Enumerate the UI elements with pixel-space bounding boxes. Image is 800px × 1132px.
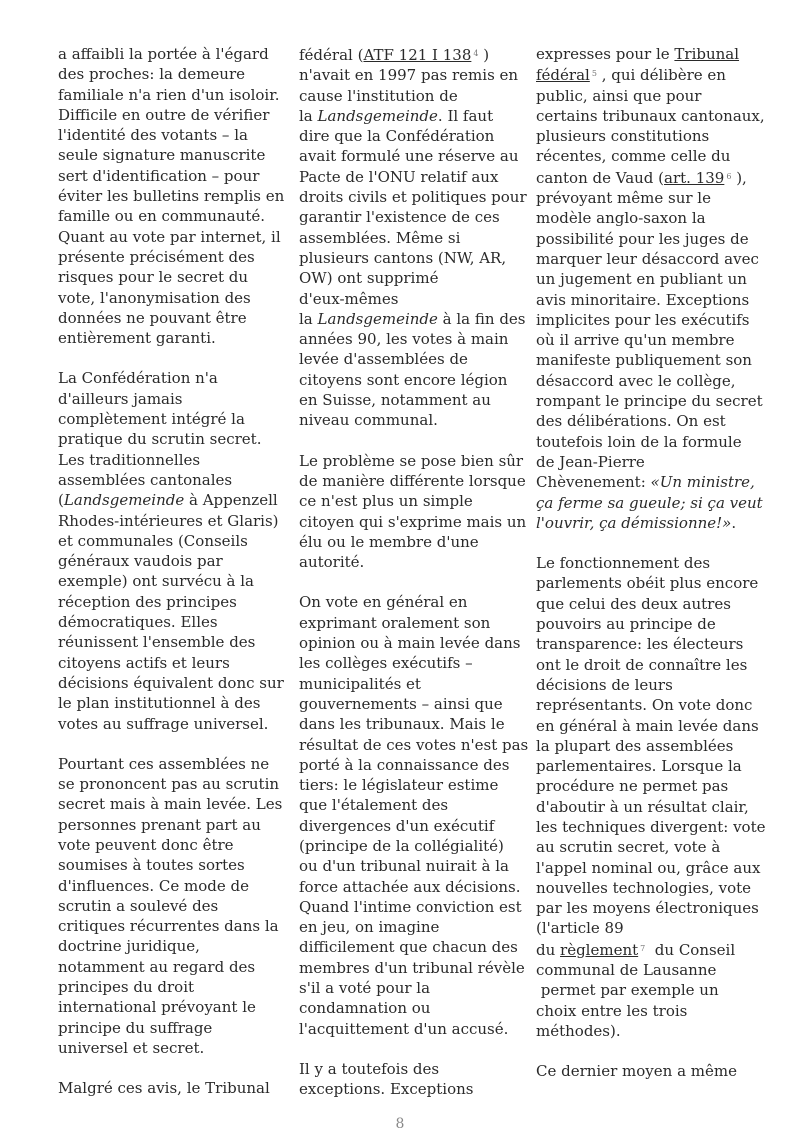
- text-line: membres d'un tribunal révèle: [299, 958, 525, 977]
- text-line: l'acquittement d'un accusé.: [299, 1019, 509, 1038]
- text-line: autorité.: [299, 553, 365, 572]
- text-line: que celui des deux autres: [536, 594, 731, 613]
- quote: «Un ministre,: [650, 473, 755, 492]
- text-line: public, ainsi que pour: [536, 86, 702, 105]
- text-line: le plan institutionnel à des: [58, 694, 261, 713]
- text-line: doctrine juridique,: [58, 937, 200, 956]
- paragraph: [58, 368, 284, 733]
- text-line: en général à main levée dans: [536, 716, 759, 735]
- paragraph: [536, 44, 765, 533]
- text-line: [536, 493, 763, 513]
- text-line: avis minoritaire. Exceptions: [536, 290, 750, 309]
- text-line: la Landsgemeinde. Il faut: [299, 106, 494, 125]
- text-line: des délibérations. On est: [536, 412, 726, 431]
- quote: l'ouvrir, ça démissionne!»: [536, 513, 732, 532]
- text-line: des proches: la demeure: [58, 65, 246, 84]
- text-line: vote peuvent donc être: [58, 835, 234, 854]
- text-line: canton de Vaud (art. 139 $^6$ ),: [536, 168, 747, 187]
- text-line: marquer leur désaccord avec: [536, 249, 759, 268]
- text-line: se prononcent pas au scrutin: [58, 775, 280, 794]
- footnote-marker: 7: [640, 943, 646, 953]
- text-line: Le fonctionnement des: [536, 554, 711, 573]
- text-line: levée d'assemblées de: [299, 350, 468, 369]
- text-line: procédure ne permet pas: [536, 777, 729, 796]
- text-line: réunissent l'ensemble des: [58, 633, 256, 652]
- text-line: citoyens actifs et leurs: [58, 653, 230, 672]
- paragraph: [299, 451, 527, 573]
- text-line: porté à la connaissance des: [299, 755, 510, 774]
- text-line: manifeste publiquement son: [536, 351, 752, 370]
- text-line: risques pour le secret du: [58, 268, 249, 287]
- text-line: choix entre les trois: [536, 1001, 688, 1020]
- text-line: implicites pour les exécutifs: [536, 310, 750, 329]
- text-line: gouvernements – ainsi que: [299, 694, 503, 713]
- text-line: toutefois loin de la formule: [536, 432, 742, 451]
- text-line: la Landsgemeinde à la fin des: [299, 309, 526, 328]
- paragraph: [299, 1059, 513, 1100]
- tribunal-federal-link[interactable]: fédéral: [536, 66, 590, 85]
- text-line: méthodes).: [536, 1021, 621, 1040]
- reglement-link[interactable]: règlement: [560, 940, 639, 959]
- text-line: pouvoirs au principe de: [536, 615, 716, 634]
- text-line: divergences d'un exécutif: [299, 816, 495, 835]
- text-line: vote, l'anonymisation des: [58, 288, 251, 307]
- text-line: a affaibli la portée à l'égard: [58, 45, 269, 63]
- text-line: garantir l'existence de ces: [299, 208, 500, 227]
- text-line: d'ailleurs jamais: [58, 389, 183, 408]
- footnote-marker: 5: [591, 69, 597, 79]
- text-line: élu ou le membre d'une: [299, 532, 479, 551]
- text-line: exprimant oralement son: [299, 613, 491, 632]
- landsgemeinde-term: Landsgemeinde: [63, 491, 185, 510]
- text-line: Rhodes-intérieures et Glaris): [58, 511, 279, 530]
- text-line: par les moyens électroniques: [536, 899, 759, 918]
- text-line: expresses pour le Tribunal: [536, 45, 740, 63]
- text-line: éviter les bulletins remplis en: [58, 187, 285, 206]
- paragraph: [299, 592, 529, 1039]
- text-line: universel et secret.: [58, 1038, 205, 1057]
- text-line: Ce dernier moyen a même: [536, 1062, 737, 1081]
- landsgemeinde-term: Landsgemeinde: [317, 309, 438, 328]
- text-line: soumises à toutes sortes: [58, 856, 245, 875]
- text-line: décisions de leurs: [536, 675, 673, 694]
- text-line: Difficile en outre de vérifier: [58, 105, 270, 124]
- text-line: modèle anglo-saxon la: [536, 209, 706, 228]
- text-line: en jeu, on imagine: [299, 918, 440, 937]
- text-line: de Jean-Pierre: [536, 452, 645, 471]
- text-line: ou d'un tribunal nuirait à la: [299, 857, 509, 876]
- text-line: opinion ou à main levée dans: [299, 634, 521, 653]
- text-line: dans les tribunaux. Mais le: [299, 715, 505, 734]
- quote: ça ferme sa gueule; si ça veut: [536, 493, 763, 512]
- text-line: Chèvenement: «Un ministre,: [536, 473, 755, 492]
- text-line: ce n'est plus un simple: [299, 492, 473, 511]
- text-line: transparence: les électeurs: [536, 635, 744, 654]
- text-line: Il y a toutefois des: [299, 1059, 440, 1078]
- text-line: données ne pouvant être: [58, 308, 247, 327]
- text-line: cause l'institution de: [299, 86, 458, 105]
- column-3: [536, 44, 766, 1102]
- paragraph: [536, 1061, 750, 1081]
- text-line: Pourtant ces assemblées ne: [58, 754, 270, 773]
- text-line: citoyen qui s'exprime mais un: [299, 512, 527, 531]
- text-line: désaccord avec le collège,: [536, 371, 736, 390]
- text-line: un jugement en publiant un: [536, 270, 747, 289]
- footnote-marker: 4: [473, 49, 479, 58]
- paragraph: [58, 1078, 272, 1098]
- paragraph: [58, 754, 283, 1058]
- text-line: tiers: le législateur estime: [299, 776, 499, 795]
- text-line: (Landsgemeinde à Appenzell: [58, 491, 278, 510]
- text-line: possibilité pour les juges de: [536, 229, 749, 248]
- text-line: prévoyant même sur le: [536, 189, 711, 208]
- text-line: international prévoyant le: [58, 998, 256, 1017]
- text-line: sert d'identification – pour: [58, 166, 260, 185]
- text-line: démocratiques. Elles: [58, 613, 218, 632]
- text-line: la plupart des assemblées: [536, 736, 734, 755]
- text-line: pratique du scrutin secret.: [58, 430, 262, 449]
- text-line: Les traditionnelles: [58, 450, 201, 469]
- text-line: représentants. On vote donc: [536, 696, 753, 715]
- text-line: personnes prenant part au: [58, 815, 261, 834]
- paragraph: [58, 44, 285, 348]
- atf-link[interactable]: ATF 121 I 138: [363, 46, 472, 64]
- text-line: l'ouvrir, ça démissionne!».: [536, 513, 737, 532]
- text-line: assemblées cantonales: [58, 470, 233, 489]
- text-line: parlementaires. Lorsque la: [536, 757, 742, 776]
- text-line: l'identité des votants – la: [58, 126, 248, 145]
- text-line: résultat de ces votes n'est pas: [299, 735, 529, 754]
- text-line: citoyens sont encore légion: [299, 370, 508, 389]
- page-number: 8: [395, 1116, 405, 1132]
- text-line: niveau communal.: [299, 411, 438, 430]
- text-line: dire que la Confédération: [299, 127, 495, 146]
- text-line: Pacte de l'ONU relatif aux: [299, 167, 499, 186]
- text-line: où il arrive qu'un membre: [536, 331, 735, 350]
- text-line: récentes, comme celle du: [536, 147, 731, 166]
- tribunal-federal-link[interactable]: Tribunal: [674, 45, 740, 63]
- text-line: décisions équivalent donc sur: [58, 673, 284, 692]
- text-line: (principe de la collégialité): [299, 836, 504, 855]
- text-line: (l'article 89: [536, 919, 624, 938]
- text-line: nouvelles technologies, vote: [536, 878, 752, 897]
- text-line: seule signature manuscrite: [58, 146, 266, 165]
- text-line: du règlement $^7$ du Conseil: [536, 940, 736, 959]
- text-line: assemblées. Même si: [299, 228, 461, 247]
- column-1: [58, 44, 285, 1119]
- text-line: notamment au regard des: [58, 957, 256, 976]
- text-line: présente précisément des: [58, 247, 255, 266]
- text-line: droits civils et politiques pour: [299, 188, 527, 207]
- paragraph: [299, 44, 527, 431]
- text-line: plusieurs constitutions: [536, 127, 710, 146]
- text-line: Malgré ces avis, le Tribunal: [58, 1079, 270, 1098]
- text-line: certains tribunaux cantonaux,: [536, 106, 765, 125]
- text-line: au scrutin secret, vote à: [536, 838, 721, 857]
- text-line: La Confédération n'a: [58, 369, 218, 388]
- text-line: en Suisse, notamment au: [299, 391, 491, 410]
- text-line: généraux vaudois par: [58, 552, 223, 571]
- text-line: famille ou en communauté.: [58, 207, 265, 226]
- text-line: scrutin a soulevé des: [58, 896, 219, 915]
- text-line: les collèges exécutifs –: [299, 654, 473, 673]
- text-line: secret mais à main levée. Les: [58, 795, 283, 814]
- text-line: Quant au vote par internet, il: [58, 227, 281, 246]
- text-line: principes du droit: [58, 978, 195, 997]
- landsgemeinde-term: Landsgemeinde: [317, 106, 438, 125]
- text-line: ont le droit de connaître les: [536, 655, 748, 674]
- text-line: communal de Lausanne: [536, 961, 717, 980]
- text-line: exemple) ont survécu à la: [58, 572, 254, 591]
- text-line: que l'étalement des: [299, 796, 449, 815]
- text-line: municipalités et: [299, 674, 421, 693]
- text-line: difficilement que chacun des: [299, 938, 518, 957]
- paragraph: [536, 553, 766, 1041]
- text-line: Le problème se pose bien sûr: [299, 451, 524, 470]
- text-line: avait formulé une réserve au: [299, 147, 519, 166]
- art-139-link[interactable]: art. 139: [664, 168, 725, 187]
- text-line: complètement intégré la: [58, 410, 245, 429]
- text-line: OW) ont supprimé: [299, 269, 439, 288]
- text-line: années 90, les votes à main: [299, 330, 509, 349]
- text-line: exceptions. Exceptions: [299, 1080, 474, 1099]
- text-line: réception des principes: [58, 592, 237, 611]
- text-line: force attachée aux décisions.: [299, 877, 521, 896]
- text-line: On vote en général en: [299, 593, 468, 612]
- text-line: critiques récurrentes dans la: [58, 917, 279, 936]
- text-line: votes au suffrage universel.: [58, 714, 269, 733]
- text-line: d'aboutir à un résultat clair,: [536, 797, 749, 816]
- text-line: parlements obéit plus encore: [536, 574, 759, 593]
- text-line: d'influences. Ce mode de: [58, 876, 250, 895]
- text-line: familiale n'a rien d'un isoloir.: [58, 85, 280, 104]
- text-line: entièrement garanti.: [58, 329, 216, 348]
- text-line: d'eux-mêmes: [299, 289, 399, 308]
- column-2: [299, 44, 529, 1120]
- text-line: plusieurs cantons (NW, AR,: [299, 248, 507, 267]
- text-line: et communales (Conseils: [58, 531, 248, 550]
- text-line: condamnation ou: [299, 999, 431, 1018]
- text-line: fédéral $^5$ , qui délibère en: [536, 66, 726, 85]
- footnote-marker: 6: [726, 171, 732, 181]
- text-line: l'appel nominal ou, grâce aux: [536, 858, 761, 877]
- text-line: de manière différente lorsque: [299, 471, 526, 490]
- text-line: s'il a voté pour la: [299, 979, 431, 998]
- text-line: permet par exemple un: [536, 981, 719, 1000]
- text-line: principe du suffrage: [58, 1018, 213, 1037]
- text-line: Quand l'intime conviction est: [299, 897, 522, 916]
- text-line: n'avait en 1997 pas remis en: [299, 66, 519, 85]
- text-line: rompant le principe du secret: [536, 392, 763, 411]
- text-line: fédéral (ATF 121 I 138 $^4$ ): [299, 46, 490, 64]
- text-line: les techniques divergent: vote: [536, 817, 766, 836]
